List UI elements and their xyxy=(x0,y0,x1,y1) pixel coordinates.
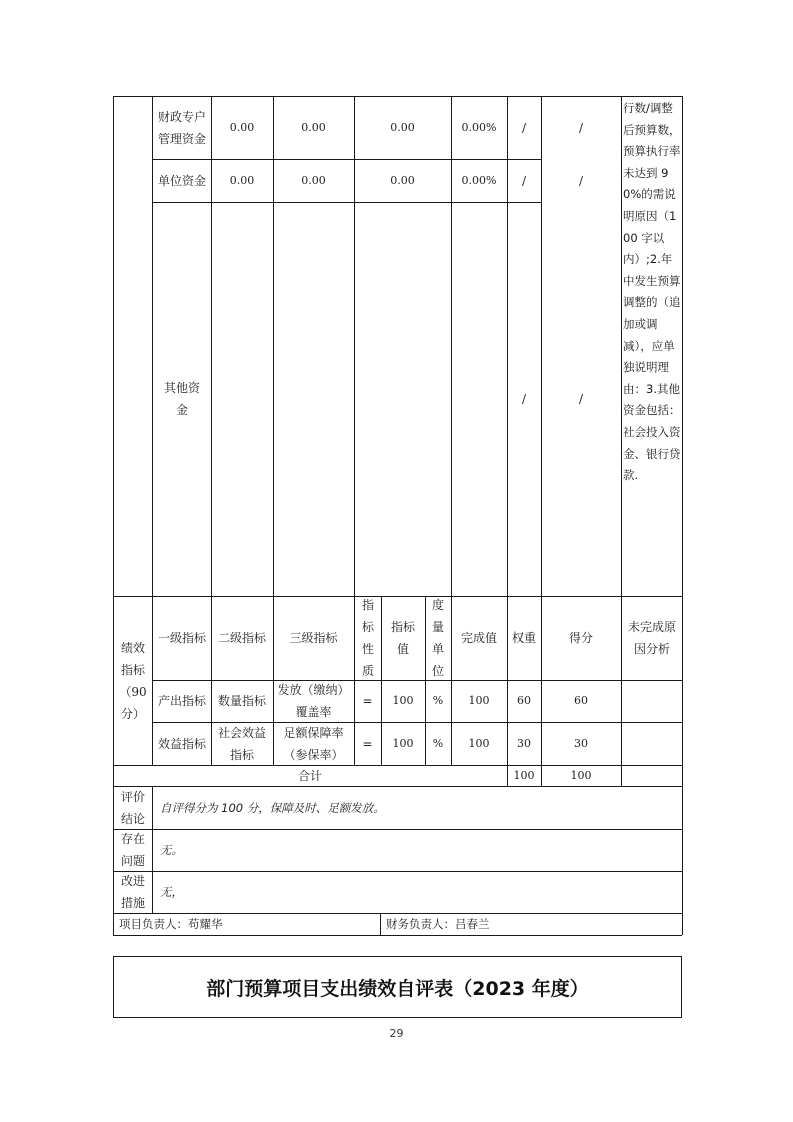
unit-fund-weight: / xyxy=(521,173,527,188)
row1-value: 100 xyxy=(392,694,414,707)
total-weight: 100 xyxy=(513,768,535,782)
total-score: 100 xyxy=(570,768,592,782)
row1-level2: 数量指标 xyxy=(217,694,266,708)
problems-label: 存在问题 xyxy=(120,832,145,868)
other-fund-label: 其他资金 xyxy=(163,381,200,417)
unit-fund-adjusted: 0.00 xyxy=(301,173,326,187)
unit-fund-label: 单位资金 xyxy=(157,173,206,188)
project-responsible: 项目负责人：苟耀华 xyxy=(119,917,223,931)
indicators-section-label: 绩效指标（90分） xyxy=(119,640,147,721)
next-form-title: 部门预算项目支出绩效自评表（2023 年度） xyxy=(113,956,682,1018)
other-fund-score: / xyxy=(578,392,584,406)
row2-weight: 30 xyxy=(517,736,531,750)
unit-fund-executed: 0.00 xyxy=(390,173,415,187)
total-label: 合计 xyxy=(297,768,322,783)
header-value: 指标值 xyxy=(390,620,415,656)
unit-fund-score: / xyxy=(578,173,584,188)
special-fund-adjusted: 0.00 xyxy=(301,120,326,134)
row2-level3: 足额保障率（参保率） xyxy=(283,725,344,762)
special-fund-executed: 0.00 xyxy=(390,120,415,134)
row1-level1: 产出指标 xyxy=(157,694,206,708)
page-number: 29 xyxy=(389,1027,404,1040)
conclusion-label: 评价结论 xyxy=(120,789,145,826)
unit-fund-rate: 0.00% xyxy=(461,173,497,187)
side-note: 行数/调整后预算数，预算执行率未达到 90%的需说明原因（100 字以内）;2.年中发生预算调整的（追加或调减），应单独说明理由：3.其他资金包括：社会投入资金、银行贷款. xyxy=(623,101,681,483)
header-level3: 三级指标 xyxy=(289,631,338,645)
row2-actual: 100 xyxy=(468,736,490,750)
row1-weight: 60 xyxy=(517,694,531,707)
header-nature: 指标性质 xyxy=(361,598,374,678)
unit-fund-budget: 0.00 xyxy=(229,173,255,187)
row1-unit: % xyxy=(432,694,444,707)
row1-score: 60 xyxy=(574,694,588,707)
special-fund-rate: 0.00% xyxy=(461,120,497,134)
header-unit: 度量单位 xyxy=(431,598,444,678)
special-fund-budget: 0.00 xyxy=(229,120,255,134)
problems-text: 无。 xyxy=(160,843,183,857)
special-fund-score: / xyxy=(578,120,584,135)
header-weight: 权重 xyxy=(512,631,537,645)
row1-level3: 发放（缴纳）覆盖率 xyxy=(277,683,350,719)
row1-actual: 100 xyxy=(468,694,490,707)
row2-reason xyxy=(621,722,682,765)
special-fund-label: 财政专户管理资金 xyxy=(157,109,206,146)
improvements-text: 无， xyxy=(160,885,183,899)
row2-score: 30 xyxy=(574,736,588,750)
header-level1: 一级指标 xyxy=(157,631,206,645)
row2-unit: % xyxy=(432,736,444,750)
row1-reason xyxy=(621,680,682,722)
row2-level2: 社会效益指标 xyxy=(217,725,266,762)
row1-nature: = xyxy=(362,694,373,708)
row2-level1: 效益指标 xyxy=(157,736,206,751)
header-actual: 完成值 xyxy=(460,631,497,645)
row2-nature: = xyxy=(362,736,373,751)
conclusion-text: 自评得分为 100 分，保障及时、足额发放。 xyxy=(160,800,385,815)
header-score: 得分 xyxy=(568,631,593,645)
special-fund-weight: / xyxy=(521,120,527,135)
row2-value: 100 xyxy=(392,736,414,750)
improvements-label: 改进措施 xyxy=(120,874,145,910)
header-level2: 二级指标 xyxy=(217,631,266,645)
other-fund-weight: / xyxy=(521,392,527,406)
header-reason: 未完成原因分析 xyxy=(627,620,676,656)
finance-responsible: 财务负责人：吕春兰 xyxy=(386,917,490,931)
